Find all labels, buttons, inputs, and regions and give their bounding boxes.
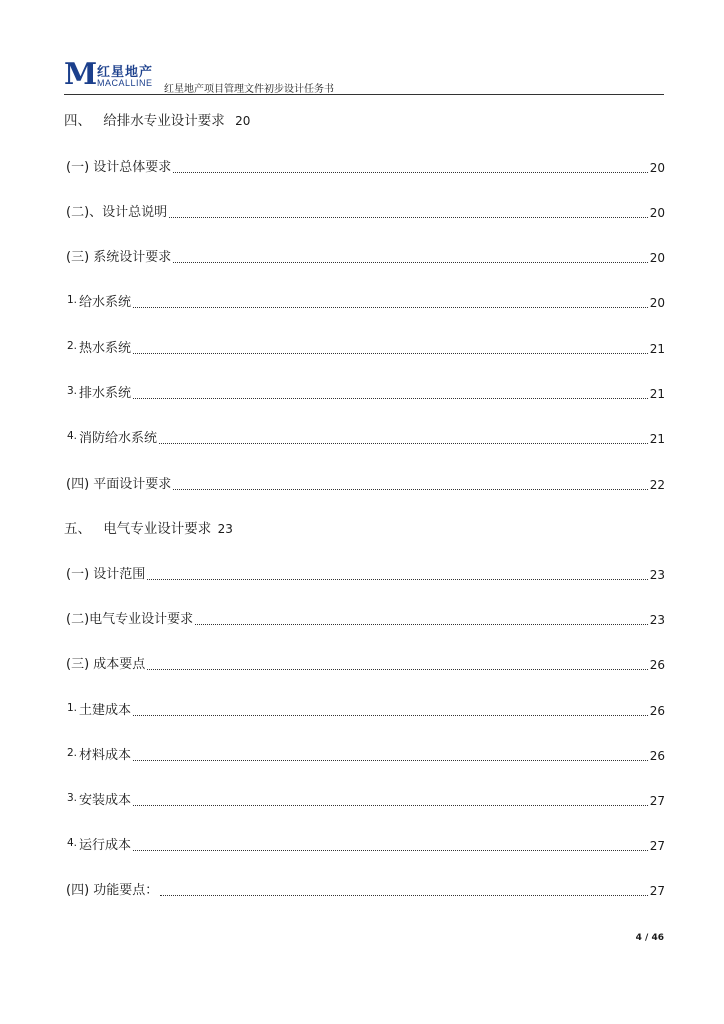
toc-text: 热水系统	[79, 341, 132, 356]
toc-entry[interactable]	[67, 338, 665, 358]
toc-leader-dots	[147, 668, 647, 670]
toc-leader-dots	[169, 216, 648, 218]
toc-number: (一)	[66, 160, 90, 175]
toc-page-number: 27	[649, 839, 665, 853]
toc-text: 设计范围	[93, 567, 146, 582]
toc-text: 电气专业设计要求	[103, 521, 212, 537]
toc-entry[interactable]	[66, 474, 665, 494]
toc-number: (四)	[66, 477, 90, 492]
page-indicator: 4 / 46	[635, 933, 664, 943]
toc-number: 2.	[67, 340, 78, 352]
toc-number: 五、	[64, 521, 91, 537]
toc-page-number: 21	[649, 387, 665, 401]
header-divider	[64, 94, 664, 95]
toc-leader-dots	[133, 397, 648, 399]
toc-number: 3.	[67, 792, 78, 804]
toc-entry[interactable]	[67, 428, 665, 448]
toc-entry[interactable]	[66, 880, 665, 900]
toc-leader-dots	[147, 578, 647, 580]
toc-leader-dots	[133, 759, 648, 761]
toc-number: 1.	[67, 702, 78, 714]
company-logo-chinese: 红星地产	[97, 65, 154, 80]
toc-text: 成本要点	[93, 657, 146, 672]
page-header	[64, 57, 664, 96]
company-logo-english: MACALLINE	[97, 78, 153, 88]
toc-entry[interactable]	[66, 654, 665, 674]
toc-page-number: 23	[649, 613, 665, 627]
toc-leader-dots	[159, 442, 648, 444]
toc-leader-dots	[133, 804, 648, 806]
toc-section-4[interactable]	[64, 112, 665, 132]
toc-page-number: 27	[649, 884, 665, 898]
toc-text: 土建成本	[79, 703, 132, 718]
toc-leader-dots	[160, 894, 647, 896]
toc-entry[interactable]	[66, 202, 665, 222]
toc-entry[interactable]	[67, 292, 665, 312]
toc-entry[interactable]	[66, 609, 665, 629]
toc-text: 电气专业设计要求	[89, 612, 194, 627]
toc-page-number: 20	[649, 296, 665, 310]
toc-page-number: 22	[649, 478, 665, 492]
toc-page-number: 20	[649, 206, 665, 220]
toc-entry[interactable]	[66, 247, 665, 267]
toc-text: 运行成本	[79, 838, 132, 853]
toc-text: 、设计总说明	[89, 205, 168, 220]
toc-number: (四)	[66, 883, 90, 898]
toc-page-number: 26	[649, 658, 665, 672]
toc-text: 平面设计要求	[93, 477, 172, 492]
toc-text: 排水系统	[79, 386, 132, 401]
company-logo-mark: M	[64, 57, 98, 92]
toc-leader-dots	[173, 261, 647, 263]
toc-number: 4.	[67, 430, 78, 442]
toc-page-number: 20	[649, 251, 665, 265]
document-title: 红星地产项目管理文件初步设计任务书	[164, 84, 334, 95]
toc-entry[interactable]	[67, 835, 665, 855]
toc-text: 消防给水系统	[79, 431, 158, 446]
toc-number: 2.	[67, 747, 78, 759]
toc-page-number: 26	[649, 704, 665, 718]
toc-page-number: 27	[649, 794, 665, 808]
toc-number: 3.	[67, 385, 78, 397]
toc-text: 材料成本	[79, 748, 132, 763]
toc-text: 功能要点：	[93, 883, 159, 898]
toc-section-5[interactable]	[64, 520, 665, 540]
toc-page-number: 23	[217, 522, 233, 536]
toc-page-number: 20	[235, 114, 251, 128]
toc-number: (三)	[66, 250, 90, 265]
toc-page-number: 21	[649, 432, 665, 446]
toc-page-number: 21	[649, 342, 665, 356]
toc-leader-dots	[133, 306, 648, 308]
toc-entry[interactable]	[67, 383, 665, 403]
toc-number: (二)	[66, 205, 90, 220]
toc-entry[interactable]	[66, 564, 665, 584]
toc-leader-dots	[133, 352, 648, 354]
toc-leader-dots	[195, 623, 648, 625]
toc-number: (三)	[66, 657, 90, 672]
toc-entry[interactable]	[67, 700, 665, 720]
toc-leader-dots	[133, 849, 648, 851]
toc-entry[interactable]	[67, 790, 665, 810]
toc-entry[interactable]	[67, 745, 665, 765]
toc-text: 给排水专业设计要求	[103, 113, 225, 129]
toc-page-number: 23	[649, 568, 665, 582]
toc-text: 给水系统	[79, 295, 132, 310]
toc-entry[interactable]	[66, 157, 665, 177]
toc-text: 系统设计要求	[93, 250, 172, 265]
toc-number: 4.	[67, 837, 78, 849]
toc-text: 设计总体要求	[93, 160, 172, 175]
toc-number: 四、	[64, 113, 91, 129]
toc-page-number: 26	[649, 749, 665, 763]
toc-number: 1.	[67, 294, 78, 306]
toc-text: 安装成本	[79, 793, 132, 808]
toc-leader-dots	[173, 171, 647, 173]
toc-leader-dots	[133, 714, 648, 716]
toc-number: (二)	[66, 612, 90, 627]
toc-number: (一)	[66, 567, 90, 582]
toc-page-number: 20	[649, 161, 665, 175]
toc-leader-dots	[173, 488, 647, 490]
